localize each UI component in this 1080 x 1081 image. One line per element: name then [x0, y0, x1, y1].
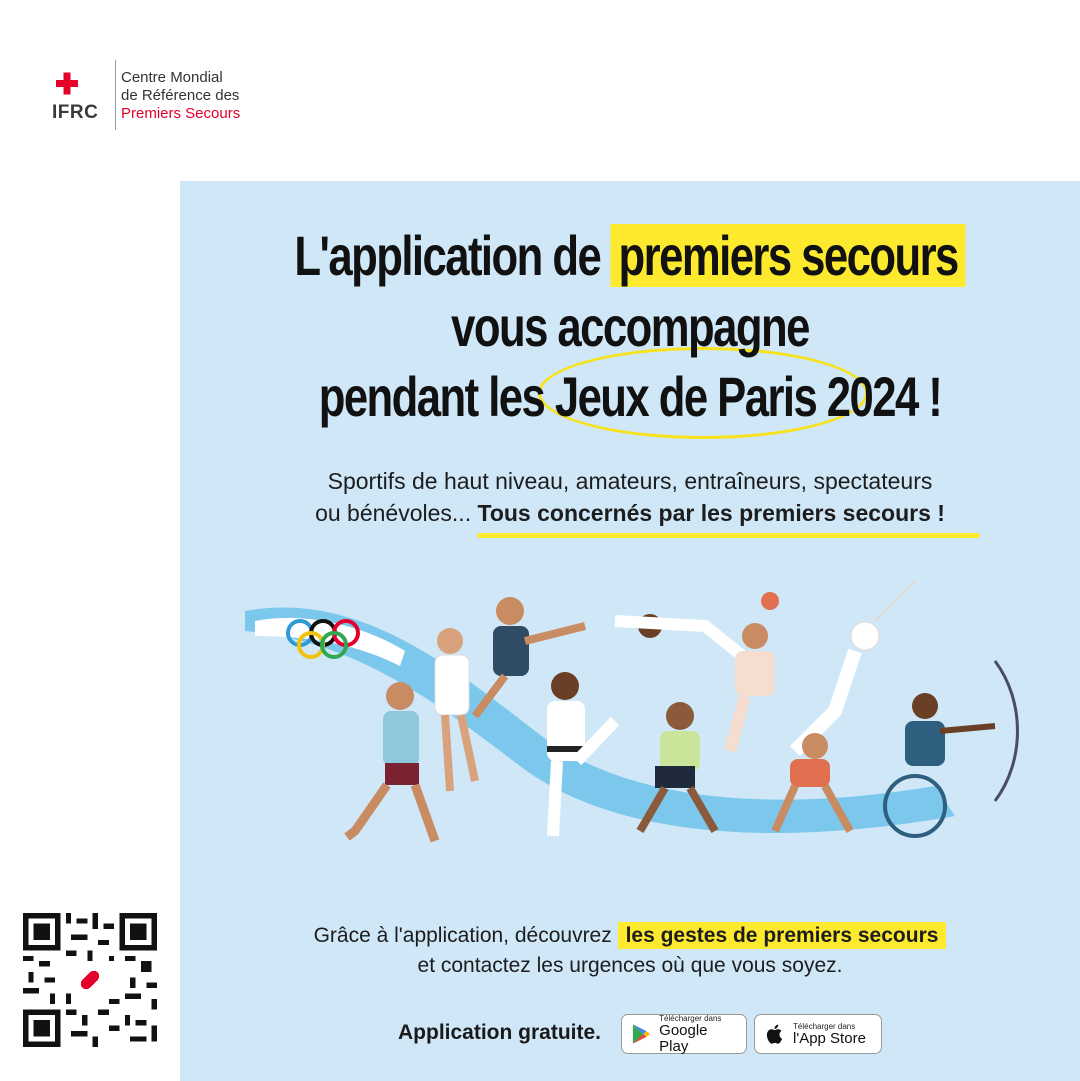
app-store-text [793, 1022, 866, 1047]
subtitle-bold: Tous concernés par les premiers secours ! [477, 500, 945, 526]
headline-line-2: vous accompagne [451, 295, 809, 358]
apple-big-text: l'App Store [793, 1029, 866, 1047]
apple-icon [763, 1022, 787, 1046]
google-big-text: Google Play [659, 1021, 708, 1055]
yellow-underline [477, 533, 980, 538]
google-play-button[interactable] [621, 1014, 747, 1054]
subtitle-line-2 [180, 500, 1080, 527]
athlete-handball [730, 592, 779, 751]
qr-code[interactable] [23, 913, 157, 1047]
logo-title [121, 69, 240, 123]
headline-text: pendant les [318, 365, 555, 428]
athlete-runner-left [347, 682, 435, 841]
logo-line-1: Centre Mondial [121, 69, 223, 86]
main-panel [180, 181, 1080, 1081]
athletes-illustration [235, 581, 1035, 881]
logo-divider [115, 60, 116, 130]
google-play-text [659, 1014, 738, 1055]
ifrc-acronym: IFRC [52, 102, 99, 123]
free-app-label: Application gratuite. [398, 1021, 602, 1044]
logo-line-2: de Référence des [121, 87, 240, 104]
google-small-text: Télécharger dans [659, 1013, 722, 1023]
cta-highlight: les gestes de premiers secours [618, 922, 947, 949]
app-store-button[interactable] [754, 1014, 882, 1054]
headline-highlight: premiers secours [611, 224, 966, 287]
logo-line-3: Premiers Secours [121, 105, 241, 122]
red-cross-crescent-icon [50, 70, 106, 100]
headline-circled: Jeux de Paris [554, 365, 817, 428]
headline-line-3 [279, 364, 981, 429]
cta-line-1 [180, 924, 1080, 948]
headline-text: L'application de [294, 224, 611, 287]
subtitle-text: ou bénévoles... [315, 500, 478, 526]
subtitle-line-1: Sportifs de haut niveau, amateurs, entraîneurs, spectateurs [327, 468, 933, 494]
cta-text: Grâce à l'application, découvrez [313, 924, 618, 947]
athlete-referee [435, 628, 475, 791]
headline-text: 2024 ! [816, 365, 942, 428]
headline-line-1 [279, 223, 981, 288]
athlete-fencer [795, 581, 925, 751]
athlete-judoka [547, 672, 615, 836]
apple-small-text: Télécharger dans [793, 1021, 856, 1031]
athlete-gymnast [615, 614, 755, 666]
google-play-icon [630, 1022, 653, 1046]
cta-line-2: et contactez les urgences où que vous soyez. [417, 954, 843, 977]
